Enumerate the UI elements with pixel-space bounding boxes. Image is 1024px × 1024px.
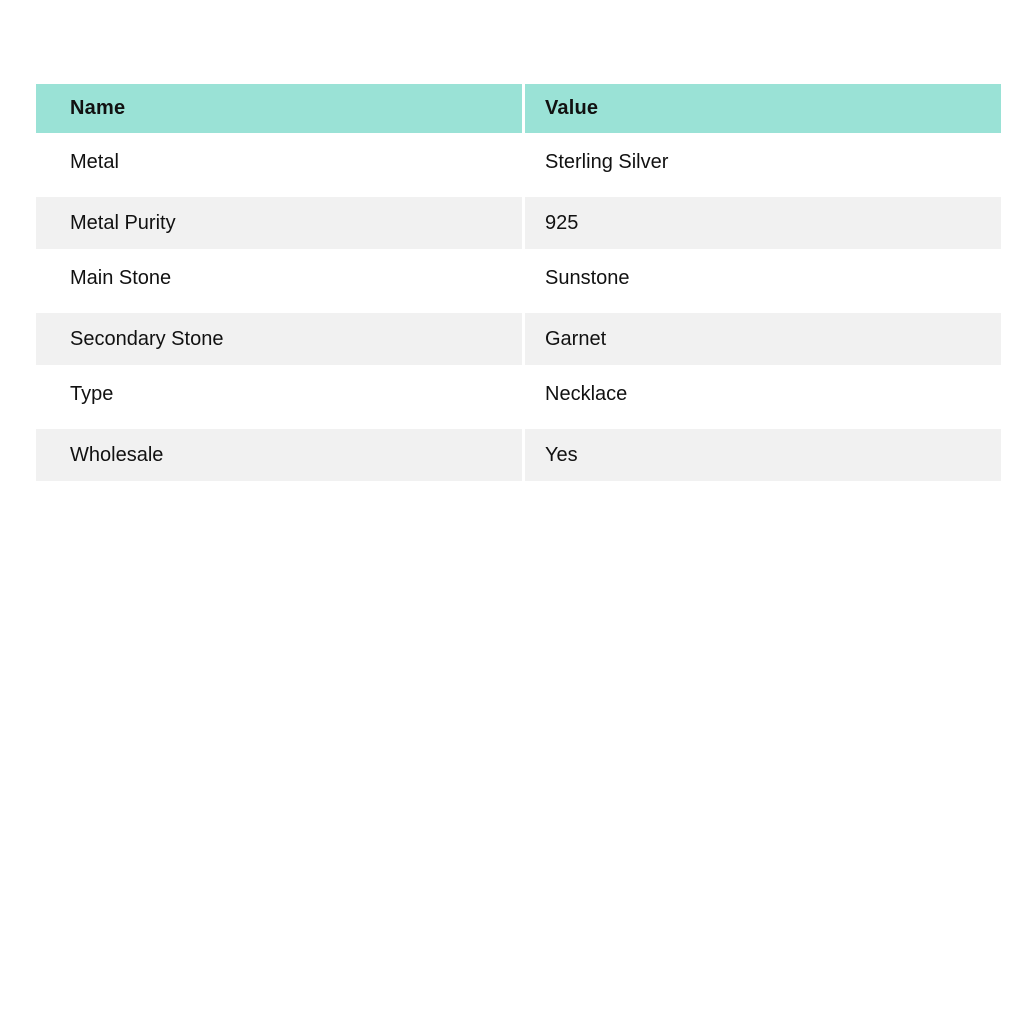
table-header-row bbox=[36, 84, 1001, 133]
attribute-name-cell: Metal Purity bbox=[36, 197, 522, 249]
attribute-value-cell: 925 bbox=[525, 197, 1001, 249]
attribute-name-cell: Metal bbox=[36, 133, 522, 191]
header-cell-value: Value bbox=[525, 84, 1001, 133]
header-cell-name: Name bbox=[36, 84, 522, 133]
attribute-value-cell: Sterling Silver bbox=[525, 133, 1001, 191]
table-row bbox=[36, 307, 1001, 365]
table-row bbox=[36, 249, 1001, 307]
attribute-value-cell: Necklace bbox=[525, 365, 1001, 423]
attribute-name-cell: Wholesale bbox=[36, 429, 522, 481]
attribute-value-cell: Yes bbox=[525, 429, 1001, 481]
table-row bbox=[36, 423, 1001, 481]
attribute-name-cell: Main Stone bbox=[36, 249, 522, 307]
table-row bbox=[36, 365, 1001, 423]
attributes-table bbox=[36, 84, 1001, 481]
attribute-name-cell: Type bbox=[36, 365, 522, 423]
table-row bbox=[36, 191, 1001, 249]
table-row bbox=[36, 133, 1001, 191]
attribute-value-cell: Garnet bbox=[525, 313, 1001, 365]
attribute-value-cell: Sunstone bbox=[525, 249, 1001, 307]
attribute-name-cell: Secondary Stone bbox=[36, 313, 522, 365]
